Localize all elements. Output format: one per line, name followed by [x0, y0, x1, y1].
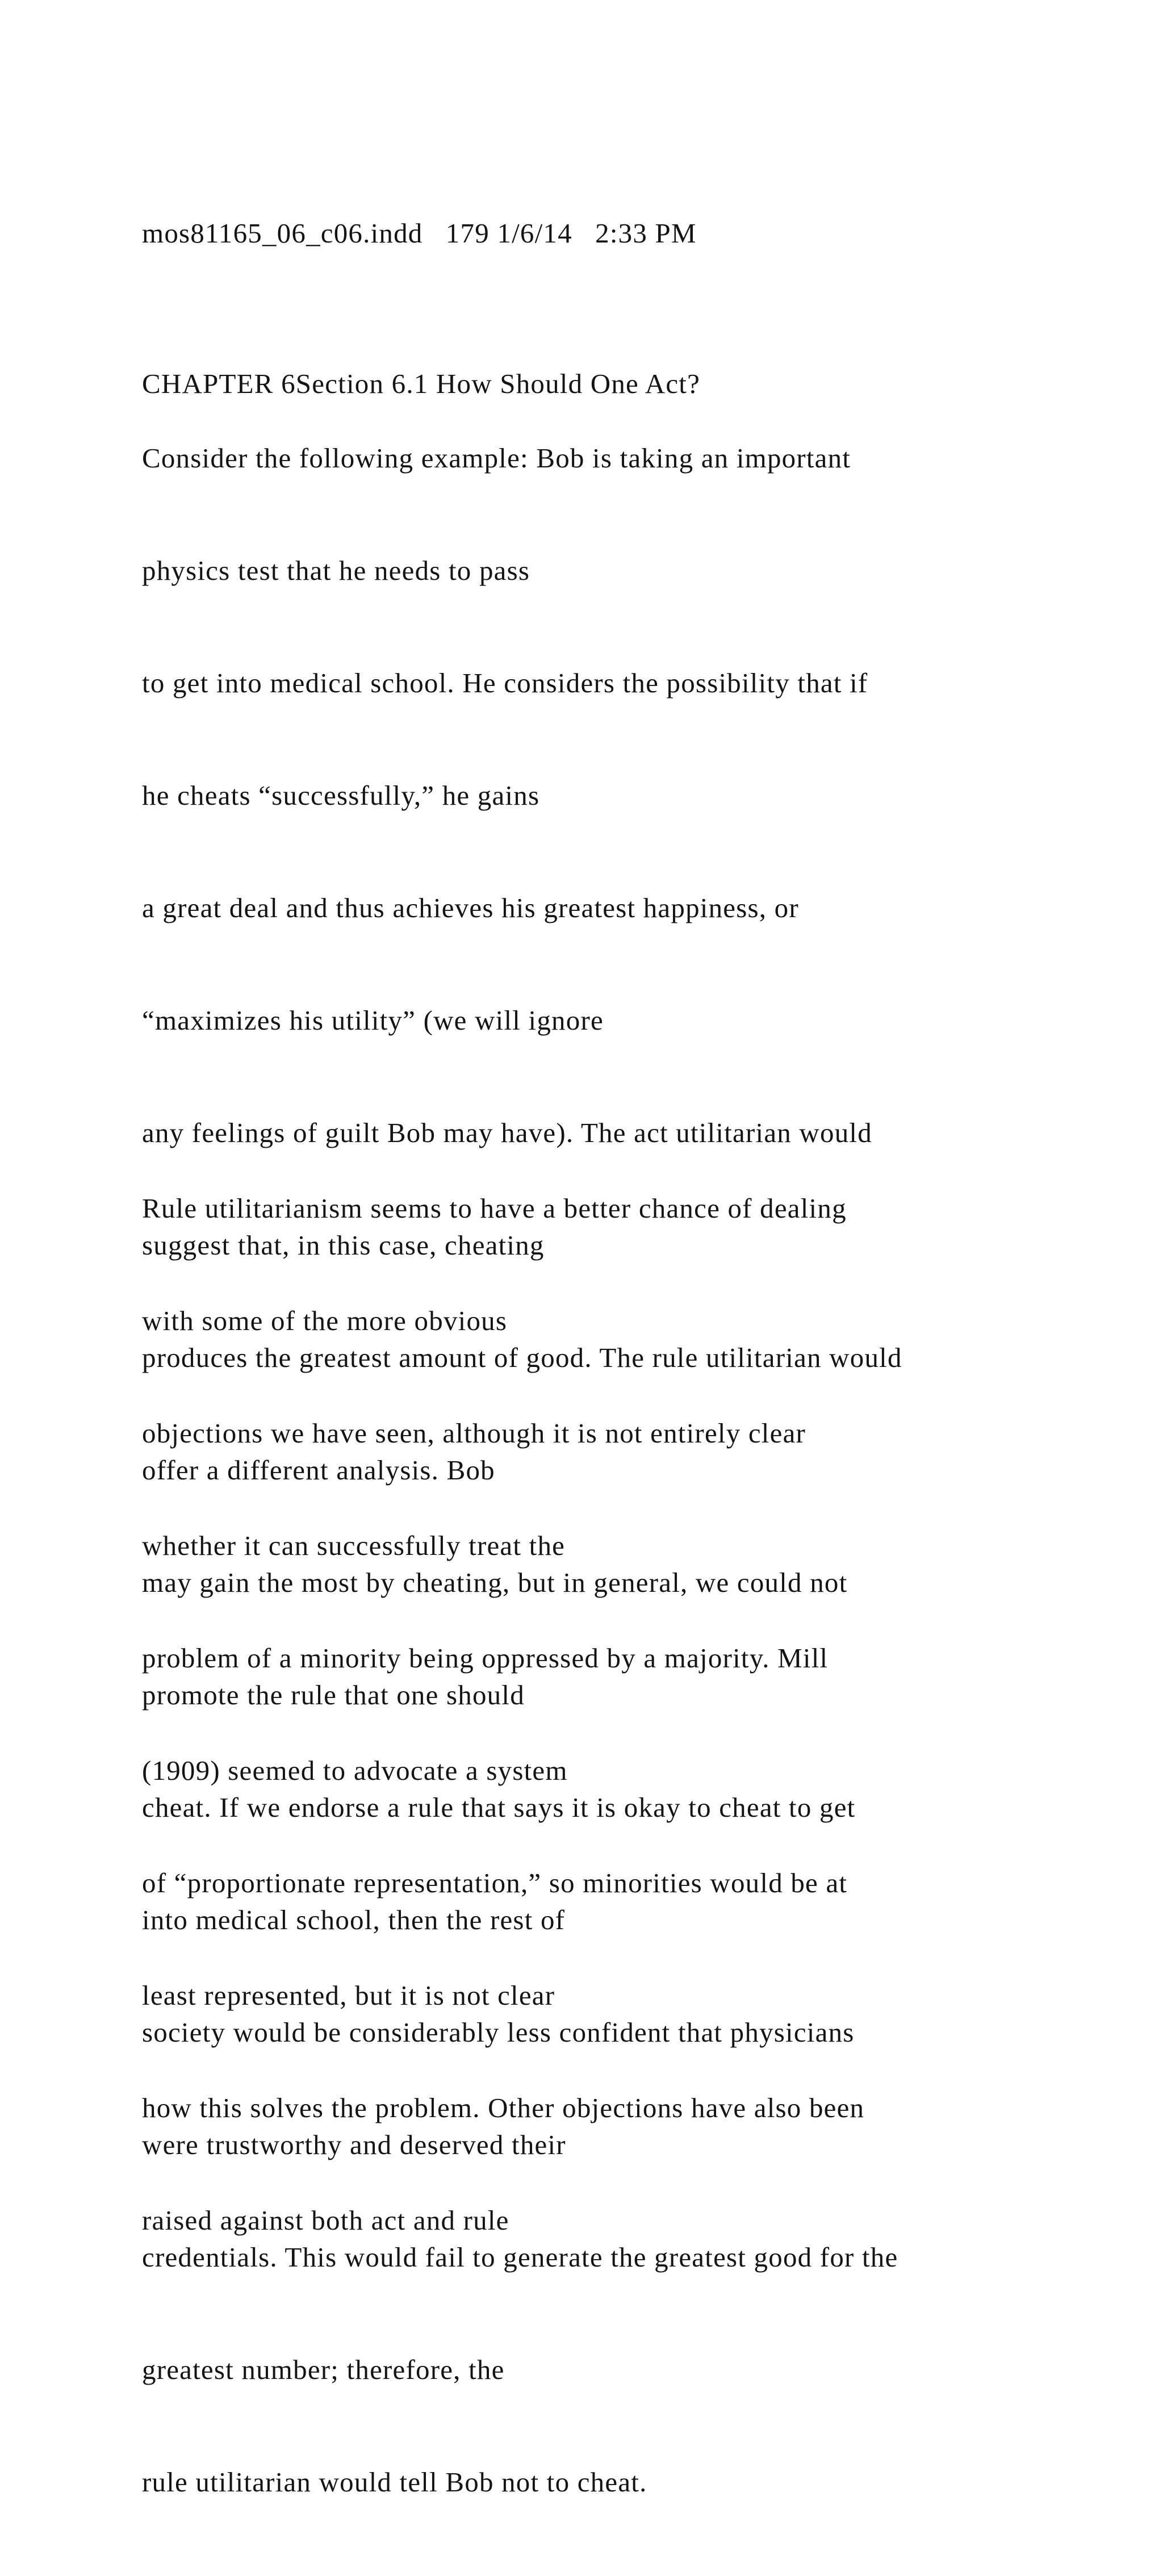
text-line: objections we have seen, although it is not entirely clear — [142, 1417, 806, 1449]
text-line: how this solves the problem. Other objections have also been — [142, 2092, 865, 2123]
text-line: of “proportionate representation,” so minorities would be at — [142, 1867, 848, 1898]
text-line: were trustworthy and deserved their — [142, 2129, 566, 2160]
text-line: rule utilitarian would tell Bob not to cheat. — [142, 2466, 647, 2498]
text-line: produces the greatest amount of good. The rule utilitarian would — [142, 1342, 902, 1373]
text-line: into medical school, then the rest of — [142, 1904, 566, 1935]
text-line: “maximizes his utility” (we will ignore — [142, 1005, 604, 1036]
text-line: a great deal and thus achieves his greatest happiness, or — [142, 892, 799, 923]
text-line: suggest that, in this case, cheating — [142, 1230, 545, 1261]
text-line: promote the rule that one should — [142, 1679, 525, 1711]
text-line: may gain the most by cheating, but in general, we could not — [142, 1567, 848, 1598]
text-line: Rule utilitarianism seems to have a better chance of dealing — [142, 1193, 847, 1224]
text-line: raised against both act and rule — [142, 2205, 509, 2236]
text-line: greatest number; therefore, the — [142, 2354, 505, 2385]
text-line: whether it can successfully treat the — [142, 1530, 566, 1561]
text-line: problem of a minority being oppressed by a majority. Mill — [142, 1642, 829, 1674]
text-line: offer a different analysis. Bob — [142, 1454, 495, 1486]
text-line: any feelings of guilt Bob may have). The act utilitarian would — [142, 1117, 872, 1148]
text-line: (1909) seemed to advocate a system — [142, 1755, 568, 1786]
text-line: he cheats “successfully,” he gains — [142, 780, 540, 811]
heading-text: CHAPTER 6Section 6.1 How Should One Act? — [142, 368, 701, 399]
text-line: cheat. If we endorse a rule that says it is okay to cheat to get — [142, 1792, 856, 1823]
text-line: credentials. This would fail to generate the greatest good for the — [142, 2242, 898, 2273]
text-line: to get into medical school. He considers the possibility that if — [142, 667, 868, 699]
text-line: Consider the following example: Bob is taking an important — [142, 442, 851, 474]
slug-text: mos81165_06_c06.indd 179 1/6/14 2:33 PM — [142, 218, 697, 249]
text-line: physics test that he needs to pass — [142, 555, 530, 586]
text-line: society would be considerably less confident that physicians — [142, 2017, 855, 2048]
text-line: with some of the more obvious — [142, 1305, 508, 1336]
paragraph-2 — [142, 1115, 1107, 2314]
text-line: least represented, but it is not clear — [142, 1980, 555, 2011]
